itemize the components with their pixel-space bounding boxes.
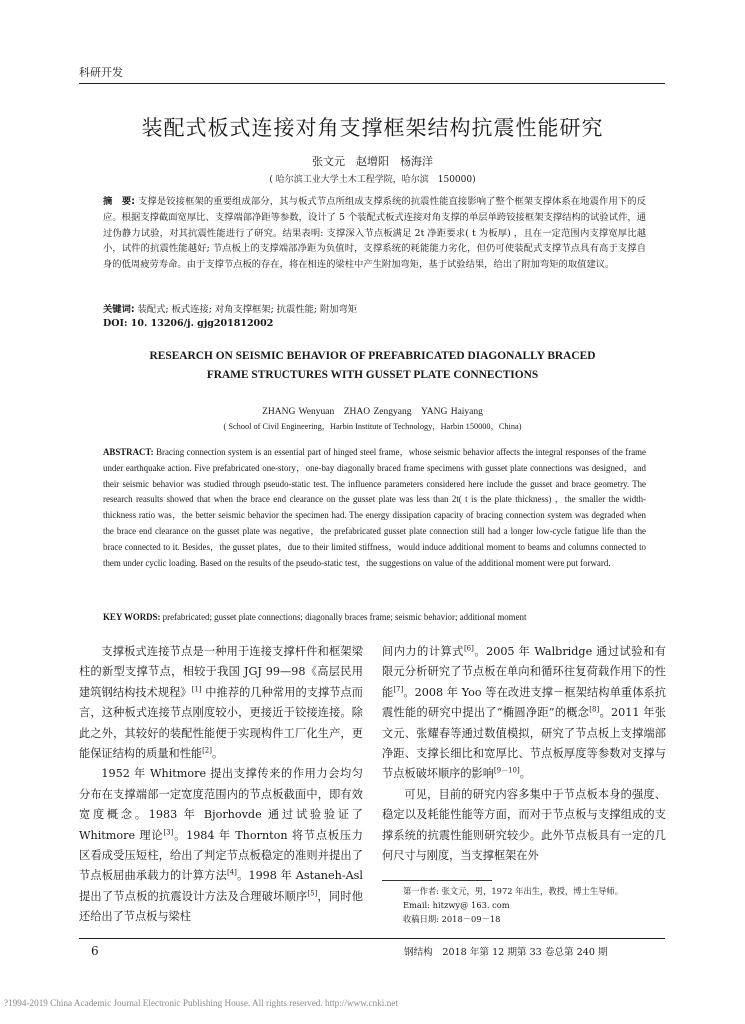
abstract-en-label: ABSTRACT: [103,447,154,457]
journal-info: 钢结构 2018 年第 12 期第 33 卷总第 240 期 [404,947,608,958]
affiliation-en: ( School of Civil Engineering，Harbin Institute of Technology，Harbin 150000，China) [223,422,522,431]
abstract-cn [103,194,646,273]
title-en-line1: RESEARCH ON SEISMIC BEHAVIOR OF PREFABRICATED DIAGONALLY BRACED [149,350,596,362]
abstract-en-text: Bracing connection system is an essential part of hinged steel frame，whose seismic behavior affects the integral responses of the frame under earthquake action. Five prefabricated one-story，one-bay diagonally braced frame specimens with gusset plate connections was designed，and their seismic behavior was studied through pseudo-static test. The influence parameters considered here include the gusset and brace geometry. The research reasults showed that when the brace end clearance on the gusset plate was less than 2t( t is the plate thickness) ，the smaller the width-thickness ratio was，the better seismic behavior the specimen had. The energy dissipation capacity of bracing connection system was degraded when the brace end clearance on the gusset plate was negative，the prefabricated gusset plate connection still had a longer low-cycle fatigue life than the brace connected to it. Besides，the gusset plates，due to their limited stiffness，would induce additional moment to beams and columns connected to them under cyclic loading. Based on the results of the pseudo-static test，the suggestions on value of the additional moment were put forward. [103,447,646,568]
keywords-en [103,612,646,622]
body-column-left [79,642,363,928]
body-paragraph: 1952 年 Whitmore 提出支撑传来的作用力会均匀分布在支撑端部一定宽度范围内的节点板截面中，即有效宽度概念。1983 年 Bjorhovde 通过试验验证了 Whitmore 理论[3]。1984 年 Thornton 将节点板压力区看成受压短柱，给出了判定节点板稳定的准则并提出了节点板屈曲承载力的计算方法[4]。1998 年 Astaneh-Asl 提出了节点板的抗震设计方法及合理破坏顺序[5]，同时他还给出了节点板与梁柱 [79,767,363,924]
abstract-cn-label: 摘 要: [103,196,135,207]
abstract-cn-text: 支撑是铰接框架的重要组成部分，其与板式节点所组成支撑系统的抗震性能直接影响了整个框架支撑体系在地震作用下的反应。根据支撑截面宽厚比、支撑端部净距等参数，设计了 5 个装配式板式连接对角支撑的单层单跨铰接框架支撑结构的试验试件，通过伪静力试验，对其抗震性能进行了研究。结果表明: 支撑深入节点板满足 2t 净距要求( t 为板厚) ，且在一定范围内支撑宽厚比越小，试件的抗震性能越好; 节点板上的支撑端部净距为负值时，支撑系统的耗能能力劣化，但仍可使装配式支撑节点具有高于支撑自身的低周疲劳寿命。由于支撑节点板的存在，将在相连的梁柱中产生附加弯矩，基于试验结果，给出了附加弯矩的取值建议。 [103,196,646,271]
abstract-en [103,445,646,571]
authors-en: ZHANG Wenyuan ZHAO Zengyang YANG Haiyang [262,407,483,417]
keywords-cn-label: 关键词: [103,304,135,315]
footnote-received: 收稿日期: 2018－09－18 [403,914,501,924]
footer-rule [79,938,665,939]
keywords-cn [103,301,646,315]
authors-cn: 张文元 赵增阳 杨海洋 [312,155,433,168]
paper-title-en [0,347,745,385]
title-en-line2: FRAME STRUCTURES WITH GUSSET PLATE CONNECTIONS [206,369,539,381]
doi: DOI: 10. 13206/j. gjg201812002 [103,318,274,329]
body-column-right [382,642,666,866]
body-paragraph: 支撑板式连接节点是一种用于连接支撑杆件和框架梁柱的新型支撑节点，相较于我国 JGJ 99—98《高层民用建筑钢结构技术规程》[1] 中推荐的几种常用的支撑节点而言，这种板式连接节点刚度较小，更接近于铰接连接。除此之外，其较好的装配性能便于实现构件工厂化生产，更能保证结构的质量和性能[2]。 [79,645,363,761]
page-number: 6 [91,944,99,958]
copyright-notice: ?1994-2019 China Academic Journal Electronic Publishing House. All rights reserved. http://www.cnki.net [4,998,398,1008]
keywords-en-label: KEY WORDS: [103,612,161,622]
keywords-en-text: prefabricated; gusset plate connections; diagonally braces frame; seismic behavior; additional moment [160,612,527,622]
header-rule [79,83,665,84]
footnote-email: Email: hitzwy@ 163. com [403,900,510,910]
body-paragraph: 可见，目前的研究内容多集中于节点板本身的强度、稳定以及耗能性能等方面，而对于节点板与支撑组成的支撑系统的抗震性能则研究较少。此外节点板具有一定的几何尺寸与刚度，当支撑框架在外 [382,787,666,863]
affiliation-cn: ( 哈尔滨工业大学土木工程学院，哈尔滨 150000) [269,175,476,185]
section-label: 科研开发 [79,66,123,79]
keywords-cn-text: 装配式; 板式连接; 对角支撑框架; 抗震性能; 附加弯矩 [134,304,358,315]
footnote-author: 第一作者: 张文元，男，1972 年出生，教授，博士生导师。 [403,886,624,896]
footnote-rule [382,880,492,881]
paper-title-cn: 装配式板式连接对角支撑框架结构抗震性能研究 [141,116,604,140]
footnote [403,884,623,926]
body-paragraph: 间内力的计算式[6]。2005 年 Walbridge 通过试验和有限元分析研究了节点板在单向和循环往复荷载作用下的性能[7]。2008 年 Yoo 等在改进支撑－框架结构单重体系抗震性能的研究中提出了“椭圆净距”的概念[8]。2011 年张文元、张耀春等通过数值模拟，研究了节点板上支撑端部净距、支撑长细比和宽厚比、节点板厚度等参数对支撑与节点板破坏顺序的影响[9－10]。 [382,644,666,781]
